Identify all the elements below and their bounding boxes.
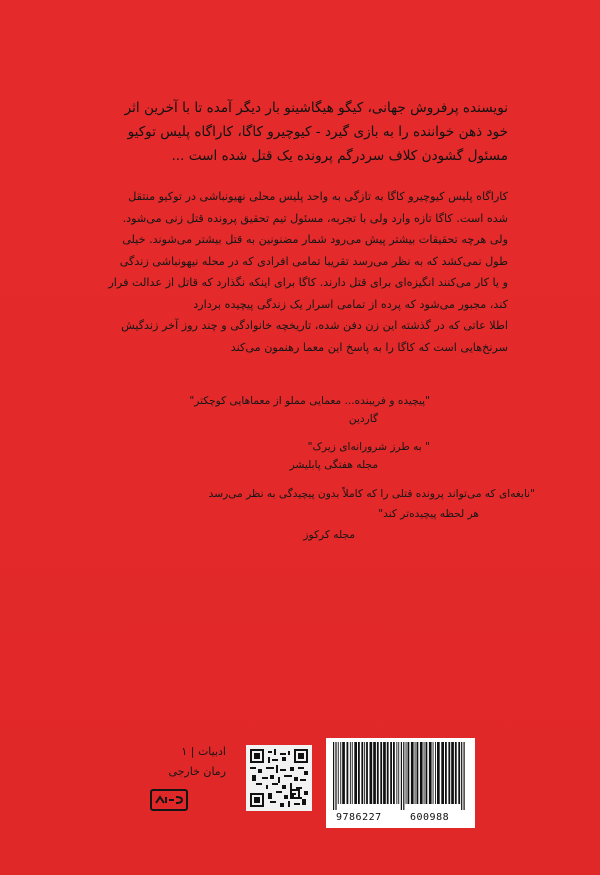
barcode-bar (373, 742, 376, 804)
barcode-guard-bar (401, 742, 402, 810)
barcode-bar (417, 742, 419, 804)
review-source: مجله کرکوز (303, 529, 355, 541)
barcode-bar (455, 742, 457, 804)
summary-line: کاراگاه پلیس کیوچیرو کاگا به تازگی به واحد پلیس محلی نهیونباشی در توکیو منتقل (128, 190, 508, 203)
isbn-number-right: 600988 (410, 812, 450, 823)
barcode-bar (358, 742, 360, 804)
review-source: گاردین (348, 413, 378, 425)
summary-line: سرنخ‌هایی است که کاگا را به پاسخ این معما رهنمون می‌کند (230, 340, 508, 354)
barcode-bar (354, 742, 357, 804)
series-category: ادبیات | ۱ (181, 745, 226, 758)
barcode-bar (451, 742, 454, 804)
barcode-guard-bar (461, 742, 462, 810)
review-quote: هر لحظه پیچیده‌تر کند" (378, 508, 479, 520)
publisher-logo-icon (150, 789, 188, 811)
summary-line: کند، مجبور می‌شود که پرده از تمامی اسرار یک زندگی پیچیده بردارد (193, 297, 508, 311)
review-quote: " به طرز شرورانه‌ای زیرک" (307, 441, 430, 453)
barcode-bar (411, 742, 414, 804)
barcode-bar (396, 742, 397, 804)
barcode-bar (361, 742, 363, 804)
barcode-bar (435, 742, 436, 804)
barcode-guard-bar (464, 742, 465, 810)
plot-summary (92, 186, 508, 358)
barcode-bar (370, 742, 373, 804)
barcode-bar (350, 742, 351, 804)
barcode-bar (458, 742, 460, 804)
barcode-bar (415, 742, 416, 804)
barcode-bar (347, 742, 349, 804)
barcode-guard-bar (335, 742, 336, 810)
review-item (180, 484, 535, 546)
qr-code-graphic (250, 749, 308, 807)
publisher-logo-mark (154, 793, 184, 807)
intro-line: نویسنده پرفروش جهانی، کیگو هیگاشینو بار دیگر آمده تا با آخرین اثر (124, 100, 508, 116)
barcode-bar (429, 742, 432, 804)
barcode-bar (420, 742, 423, 804)
intro-blurb (92, 96, 508, 168)
reviews (180, 392, 430, 484)
barcode-bar (406, 742, 407, 804)
summary-line: ولی هرچه تحقیقات بیشتر پیش می‌رود شمار مضنونین به قتل بیشتر می‌شوند. خیلی (122, 233, 508, 246)
barcode-bar (338, 742, 339, 804)
review-item (180, 438, 430, 474)
barcode-bar (342, 742, 345, 804)
summary-line: طول نمی‌کشد که به نظر می‌رسد تقریبا تمامی افرادی که در محله نیهونباشی زندگی (119, 254, 508, 268)
summary-line: و یا کار می‌کنند انگیزه‌ای برای قتل دارند. کاگا برای اینکه نگذارد که قاتل از عدالت فرار (108, 276, 508, 289)
barcode-bar (437, 742, 440, 804)
barcode-bar (364, 742, 365, 804)
barcode-bar (426, 742, 428, 804)
review-item (180, 392, 430, 428)
barcode-bar (380, 742, 382, 804)
barcode-bar (408, 742, 410, 804)
barcode-bar (445, 742, 447, 804)
summary-line: شده است. کاگا تازه وارد ولی با تجربه، مسئول تیم تحقیق پرونده قتل زنی می‌شود. (122, 211, 508, 225)
barcode-bar (340, 742, 341, 804)
barcode-bar (424, 742, 425, 804)
barcode-bar (448, 742, 450, 804)
isbn-number-left: 9786227 (336, 812, 382, 823)
isbn-barcode (326, 738, 475, 828)
review-source: مجله هفتگی پابلیشر (289, 459, 378, 471)
barcode-bar (387, 742, 389, 804)
barcode-guard-bar (403, 742, 404, 810)
barcode-bar (390, 742, 392, 804)
review-quote: "پیچیده و فریبنده... معمایی مملو از معماهایی کوچکتر" (189, 395, 430, 407)
barcode-bar (383, 742, 386, 804)
intro-line: مسئول گشودن کلاف سردرگم پرونده یک قتل شده است ... (171, 148, 508, 164)
barcode-bar (398, 742, 399, 804)
review-quote: "نابغه‌ای که می‌تواند پرونده قتلی را که کاملاً بدون پیچیدگی به نظر می‌رسد (208, 488, 535, 500)
barcode-bars (331, 742, 470, 810)
barcode-bar (441, 742, 444, 804)
series-genre: رمان خارجی (168, 765, 226, 778)
barcode-bar (433, 742, 434, 804)
qr-code-icon (246, 745, 312, 811)
series-label (144, 742, 226, 782)
intro-line: خود ذهن خواننده را به بازی گیرد - کیوچیرو کاگا، کاراگاه پلیس توکیو (127, 124, 508, 140)
barcode-bar (377, 742, 379, 804)
barcode-guard-bar (333, 742, 334, 810)
barcode-bar (352, 742, 353, 804)
barcode-bar (393, 742, 395, 804)
summary-line: اطلا عاتی که در گذشته این زن دفن شده، تاریخچه خانوادگی و چند روز آخر زندگیش (121, 319, 508, 332)
barcode-bar (366, 742, 368, 804)
